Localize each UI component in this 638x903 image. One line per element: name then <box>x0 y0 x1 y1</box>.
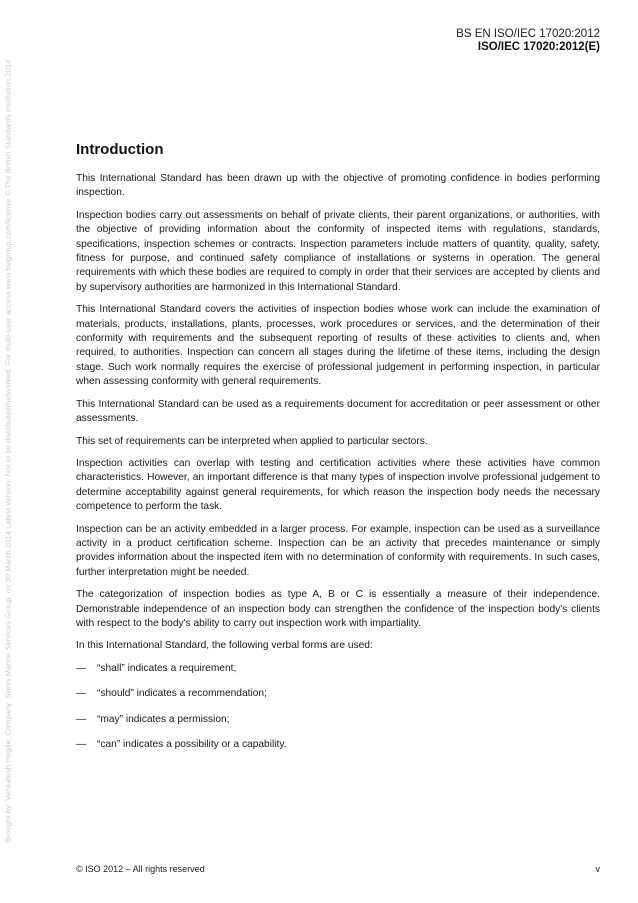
paragraph: This International Standard has been drawn up with the objective of promoting confidence in bodies performing inspection. <box>76 173 600 199</box>
watermark-text: Brought by: Venkatesh Hegde, Company: Swiss Marine Services Group, on 30 March 2014 Latest version. Not to be distributed/networked. For multi-user access www.bsigroup.com/license © The British Standards Institution 2014 <box>3 59 13 843</box>
copyright-notice: © ISO 2012 – All rights reserved <box>76 864 205 874</box>
iso-standard-number: ISO/IEC 17020:2012(E) <box>477 41 600 53</box>
list-item <box>76 687 600 701</box>
side-watermark <box>2 0 14 903</box>
verbal-forms-list <box>76 662 600 753</box>
paragraph: This set of requirements can be interpreted when applied to particular sectors. <box>76 435 428 447</box>
section-title: Introduction <box>76 141 164 158</box>
document-body <box>76 141 600 763</box>
paragraph: This International Standard can be used as a requirements document for accreditation or peer assessment or other assessments. <box>76 398 600 425</box>
dash-bullet: — <box>76 739 87 750</box>
list-item <box>76 738 600 752</box>
page-number: v <box>595 864 600 874</box>
paragraph: In this International Standard, the following verbal forms are used: <box>76 640 373 652</box>
list-item-text: “should” indicates a recommendation; <box>97 688 267 700</box>
list-item-text: “may” indicates a permission; <box>97 713 230 725</box>
list-item-text: “can” indicates a possibility or a capability. <box>97 739 287 750</box>
paragraph: Inspection can be an activity embedded in a larger process. For example, inspection can be used as a surveillance activity in a product certification scheme. Inspection can be an activity that precedes maintenance or simply provides information about the inspected item with no determination of conformity with requirements. In such cases, further interpretation might be needed. <box>76 523 600 578</box>
paragraph: Inspection bodies carry out assessments on behalf of private clients, their parent organizations, or authorities, with the objective of providing information about the conformity of inspected items with regulations, standards, specifications, inspection schemes or contracts. Inspection parameters include matters of quantity, quality, safety, fitness for purpose, and continued safety compliance of installations or systems in operation. The general requirements with which these bodies are required to comply in order that their services are accepted by clients and by supervisory authorities are harmonized in this International Standard. <box>76 209 600 293</box>
dash-bullet: — <box>76 713 87 725</box>
list-item <box>76 713 600 727</box>
list-item-text: “shall” indicates a requirement; <box>97 662 237 674</box>
list-item <box>76 662 600 676</box>
bs-standard-number: BS EN ISO/IEC 17020:2012 <box>456 28 600 40</box>
paragraph: Inspection activities can overlap with testing and certification activities where these activities have common characteristics. However, an important difference is that many types of inspection involve professional judgement to determine acceptability against general requirements, for which reason the inspection body needs the necessary competence to perform the task. <box>76 457 600 513</box>
page-header <box>456 28 600 54</box>
dash-bullet: — <box>76 662 87 674</box>
paragraph: The categorization of inspection bodies as type A, B or C is essentially a measure of their independence. Demonstrable independence of an inspection body can strengthen the confidence of the inspection body's clients with respect to the body's ability to carry out inspection work with impartiality. <box>76 589 600 629</box>
dash-bullet: — <box>76 688 87 700</box>
paragraph: This International Standard covers the activities of inspection bodies whose work can include the examination of materials, products, installations, plants, processes, work procedures or services, and the determination of their conformity with requirements and the subsequent reporting of results of these activities to clients and, when required, to authorities. Inspection can concern all stages during the lifetime of these items, including the design stage. Such work normally requires the exercise of professional judgement in performing inspection, in particular when assessing conformity with general requirements. <box>76 304 600 388</box>
